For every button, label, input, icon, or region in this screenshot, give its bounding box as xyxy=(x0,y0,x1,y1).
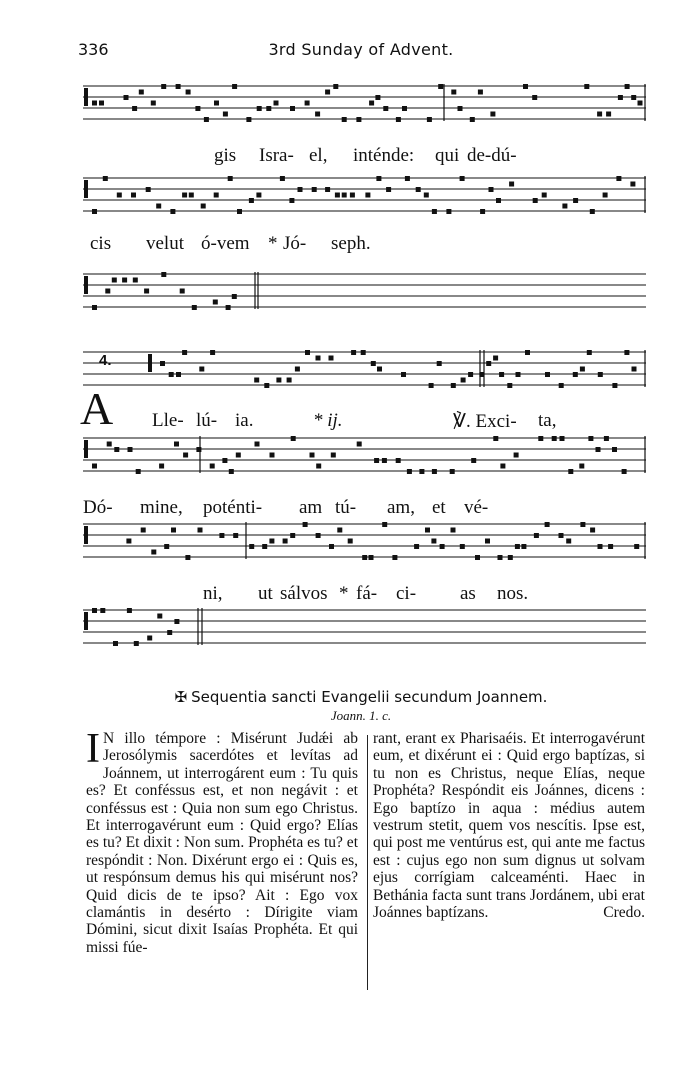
neume xyxy=(470,117,475,122)
neume xyxy=(514,453,519,458)
neume xyxy=(280,176,285,181)
neume xyxy=(333,84,338,89)
neume xyxy=(99,101,104,106)
neume xyxy=(269,539,274,544)
neume xyxy=(374,458,379,463)
neume xyxy=(480,209,485,214)
neume xyxy=(210,464,215,469)
neume xyxy=(490,112,495,117)
neume xyxy=(92,209,97,214)
neume xyxy=(170,209,175,214)
neume xyxy=(350,193,355,198)
neume xyxy=(478,90,483,95)
neume xyxy=(249,544,254,549)
neume xyxy=(287,378,292,383)
syllable: mine, xyxy=(140,497,183,518)
syllable: Jó- xyxy=(283,233,307,254)
syllable: Lle- xyxy=(152,410,184,431)
neume xyxy=(229,469,234,474)
clef-mark xyxy=(84,612,88,630)
neume xyxy=(460,544,465,549)
neume xyxy=(587,350,592,355)
neume xyxy=(356,117,361,122)
syllable: qui xyxy=(435,145,460,166)
neume xyxy=(325,90,330,95)
neume xyxy=(325,187,330,192)
neume xyxy=(351,350,356,355)
syllable: Isra- xyxy=(259,145,294,166)
neume xyxy=(638,101,643,106)
neume xyxy=(176,372,181,377)
neume xyxy=(383,106,388,111)
neume xyxy=(568,469,573,474)
neume xyxy=(289,198,294,203)
neume xyxy=(471,458,476,463)
neume xyxy=(382,458,387,463)
neume xyxy=(579,464,584,469)
neume xyxy=(612,383,617,388)
neume xyxy=(182,350,187,355)
neume xyxy=(590,209,595,214)
neume xyxy=(588,436,593,441)
neume xyxy=(159,464,164,469)
neume xyxy=(136,469,141,474)
neume xyxy=(396,458,401,463)
page-title: 3rd Sunday of Advent. xyxy=(268,40,454,59)
gospel-right-column xyxy=(373,730,645,921)
neume xyxy=(429,383,434,388)
neume xyxy=(266,106,271,111)
neume xyxy=(401,372,406,377)
syllable: am xyxy=(299,497,323,518)
neume xyxy=(566,539,571,544)
neume xyxy=(185,555,190,560)
neume xyxy=(405,176,410,181)
neume xyxy=(348,539,353,544)
syllable: poténti- xyxy=(203,497,263,518)
neume xyxy=(489,187,494,192)
neume xyxy=(246,117,251,122)
neume xyxy=(127,608,132,613)
neume xyxy=(362,555,367,560)
syllable: ó-vem xyxy=(201,233,250,254)
neume xyxy=(290,106,295,111)
neume xyxy=(124,95,129,100)
neume xyxy=(180,289,185,294)
neume xyxy=(122,278,127,283)
neume xyxy=(237,209,242,214)
neume xyxy=(542,193,547,198)
neume xyxy=(105,289,110,294)
neume xyxy=(156,204,161,209)
neume xyxy=(446,209,451,214)
neume xyxy=(126,539,131,544)
neume xyxy=(604,436,609,441)
neume xyxy=(634,544,639,549)
neume xyxy=(262,544,267,549)
neume xyxy=(545,522,550,527)
neume xyxy=(195,106,200,111)
neume xyxy=(630,182,635,187)
neume xyxy=(257,106,262,111)
neume xyxy=(377,367,382,372)
neume xyxy=(407,469,412,474)
neume xyxy=(507,383,512,388)
neume xyxy=(198,528,203,533)
neume xyxy=(100,608,105,613)
neume xyxy=(131,193,136,198)
neume xyxy=(534,533,539,538)
neume xyxy=(183,453,188,458)
neume xyxy=(117,193,122,198)
neume xyxy=(538,436,543,441)
neume xyxy=(226,305,231,310)
neume xyxy=(213,300,218,305)
neume xyxy=(573,372,578,377)
neume xyxy=(382,522,387,527)
neume xyxy=(559,383,564,388)
credo-label: Credo. xyxy=(603,904,645,922)
neume xyxy=(369,101,374,106)
syllable: tú- xyxy=(335,497,357,518)
page-number: 336 xyxy=(78,40,109,59)
syllable: ia. xyxy=(235,410,254,431)
neume xyxy=(432,209,437,214)
neume xyxy=(298,187,303,192)
neume xyxy=(92,608,97,613)
neume xyxy=(525,350,530,355)
neume xyxy=(139,90,144,95)
neume xyxy=(342,117,347,122)
gospel-left-column xyxy=(86,726,358,956)
neume xyxy=(361,350,366,355)
neume xyxy=(144,289,149,294)
syllable: el, xyxy=(309,145,328,166)
neume xyxy=(458,106,463,111)
syllable: sálvos xyxy=(280,583,328,604)
neume xyxy=(552,436,557,441)
neume xyxy=(437,361,442,366)
neume xyxy=(460,176,465,181)
neume xyxy=(608,544,613,549)
neume xyxy=(485,539,490,544)
neume xyxy=(291,436,296,441)
syllable: ni, xyxy=(203,583,223,604)
neume xyxy=(182,193,187,198)
neume xyxy=(134,641,139,646)
neume xyxy=(533,198,538,203)
neume xyxy=(315,112,320,117)
neume xyxy=(468,372,473,377)
neume xyxy=(603,193,608,198)
neume xyxy=(498,555,503,560)
neume xyxy=(451,528,456,533)
neume xyxy=(92,101,97,106)
neume xyxy=(236,453,241,458)
neume xyxy=(369,555,374,560)
clef-mark xyxy=(84,526,88,544)
gospel-text-right: rant, erant ex Pharisaéis. Et interrogavérunt eum, et dixérunt ei : Quid ergo baptízas, si tu non es Christus, neque Elías, neque Prophéta? Respóndit eis Joánnes, dicens : Ego baptízo in aqua : médius autem vestrum stetit, quem vos nescítis. Ipse est, qui post me ventúrus est, qui ante me factus est : cujus ego non sum dignus ut solvam ejus corrígiam calceaménti. Haec in Bethánia facta sunt trans Jordánem, ubi erat Joánnes baptízans. xyxy=(373,730,645,922)
syllable: de-dú- xyxy=(467,145,517,166)
neume xyxy=(440,544,445,549)
neume xyxy=(590,528,595,533)
neume xyxy=(376,176,381,181)
neume xyxy=(157,614,162,619)
neume xyxy=(515,544,520,549)
neume xyxy=(222,458,227,463)
neume xyxy=(631,95,636,100)
neume xyxy=(521,544,526,549)
neume xyxy=(199,367,204,372)
syllable: vé- xyxy=(464,497,489,518)
neume xyxy=(475,555,480,560)
neume xyxy=(210,350,215,355)
neume xyxy=(432,469,437,474)
neume xyxy=(290,533,295,538)
neume xyxy=(427,117,432,122)
neume xyxy=(598,372,603,377)
syllable: ut xyxy=(258,583,273,604)
neume xyxy=(493,436,498,441)
neume xyxy=(249,198,254,203)
neume xyxy=(508,555,513,560)
neume xyxy=(92,464,97,469)
syllable: et xyxy=(432,497,446,518)
neume xyxy=(112,278,117,283)
neume xyxy=(337,528,342,533)
neume xyxy=(219,533,224,538)
neume xyxy=(516,372,521,377)
neume xyxy=(622,469,627,474)
neume xyxy=(310,453,315,458)
neume xyxy=(598,544,603,549)
neume xyxy=(295,367,300,372)
neume xyxy=(196,447,201,452)
neume xyxy=(625,84,630,89)
neume xyxy=(335,193,340,198)
neume xyxy=(486,361,491,366)
syllable: ℣. Exci- xyxy=(453,411,517,432)
neume xyxy=(375,95,380,100)
neume xyxy=(176,84,181,89)
neume xyxy=(113,641,118,646)
neume xyxy=(419,469,424,474)
alleluia-number: 4. xyxy=(99,352,112,369)
neume xyxy=(305,350,310,355)
alleluia-initial: A xyxy=(80,383,114,434)
neume xyxy=(580,522,585,527)
neume xyxy=(141,528,146,533)
neume xyxy=(223,112,228,117)
syllable: cis xyxy=(90,233,112,254)
neume xyxy=(151,550,156,555)
neume xyxy=(132,106,137,111)
neume xyxy=(597,112,602,117)
neume xyxy=(233,533,238,538)
neume xyxy=(606,112,611,117)
neume xyxy=(316,533,321,538)
neume xyxy=(461,378,466,383)
neume xyxy=(342,193,347,198)
neume xyxy=(624,350,629,355)
neume xyxy=(451,383,456,388)
neume xyxy=(283,539,288,544)
neume xyxy=(562,204,567,209)
neume xyxy=(103,176,108,181)
neume xyxy=(425,528,430,533)
syllable: gis xyxy=(214,145,237,166)
neume xyxy=(559,533,564,538)
neume xyxy=(365,193,370,198)
neume xyxy=(402,106,407,111)
neume xyxy=(450,469,455,474)
neume xyxy=(618,95,623,100)
neume xyxy=(232,294,237,299)
neume xyxy=(151,101,156,106)
neume xyxy=(632,367,637,372)
neume xyxy=(416,187,421,192)
neume xyxy=(270,453,275,458)
neume xyxy=(264,383,269,388)
neume xyxy=(386,187,391,192)
neume xyxy=(92,305,97,310)
neume xyxy=(573,198,578,203)
neume xyxy=(214,193,219,198)
neume xyxy=(214,101,219,106)
neume xyxy=(371,361,376,366)
neume xyxy=(232,84,237,89)
neume xyxy=(496,198,501,203)
neume xyxy=(201,204,206,209)
syllable: as xyxy=(460,583,476,604)
neume xyxy=(509,182,514,187)
neume xyxy=(228,176,233,181)
syllable: * xyxy=(268,233,278,254)
syllable: * xyxy=(339,583,349,604)
cross-icon: ✠ xyxy=(174,688,188,706)
neume xyxy=(274,101,279,106)
syllable: nos. xyxy=(497,583,529,604)
neume xyxy=(133,278,138,283)
neume xyxy=(147,636,152,641)
clef-mark xyxy=(84,276,88,294)
syllable: * ij. xyxy=(313,410,343,431)
neume xyxy=(396,117,401,122)
neume xyxy=(438,84,443,89)
neume xyxy=(255,442,260,447)
neume xyxy=(329,356,334,361)
neume xyxy=(500,464,505,469)
neume xyxy=(493,356,498,361)
neume xyxy=(305,101,310,106)
syllable: fá- xyxy=(356,583,378,604)
neume xyxy=(303,522,308,527)
neume xyxy=(128,447,133,452)
neume xyxy=(316,464,321,469)
column-divider xyxy=(367,735,368,990)
neume xyxy=(523,84,528,89)
syllable: inténde: xyxy=(353,145,415,166)
neume xyxy=(312,187,317,192)
neume xyxy=(276,378,281,383)
neume xyxy=(499,372,504,377)
neume xyxy=(169,372,174,377)
drop-cap: I xyxy=(86,726,100,772)
neume xyxy=(584,84,589,89)
clef-mark xyxy=(84,180,88,198)
neume xyxy=(331,453,336,458)
neume xyxy=(596,447,601,452)
neume xyxy=(616,176,621,181)
neume xyxy=(424,193,429,198)
neume xyxy=(171,528,176,533)
syllable: velut xyxy=(146,233,184,254)
neume xyxy=(612,447,617,452)
neume xyxy=(316,356,321,361)
neume xyxy=(414,544,419,549)
neume xyxy=(431,539,436,544)
clef-mark xyxy=(84,440,88,458)
neume xyxy=(167,630,172,635)
clef-mark xyxy=(84,88,88,106)
neume xyxy=(189,193,194,198)
neume xyxy=(532,95,537,100)
gospel-text-left: N illo témpore : Misérunt Judǽi ab Jerosólymis sacerdótes et levítas ad Joánnem, ut interrogárent eum : Tu quis es? Et conféssus est, et non negávit : et conféssus est : Quia non sum ego Christus. Et interrogavérunt eum : Quid ergo? Elías es tu? Et dixit : Non sum. Prophéta es tu? et respóndit : Non. Dixérunt ergo ei : Quis es, ut respónsum demus his qui misérunt nos? Quid dicis de te ipso? Ait : Ego vox clamántis in desérto : Dírigite viam Dómini, sicut dixit Isaías Prophéta. Et qui missi fúe- xyxy=(86,730,358,956)
neume xyxy=(451,90,456,95)
neume xyxy=(174,619,179,624)
neume xyxy=(174,442,179,447)
neume xyxy=(254,378,259,383)
neume xyxy=(192,305,197,310)
syllable: ci- xyxy=(396,583,417,604)
syllable: am, xyxy=(387,497,415,518)
syllable: Dó- xyxy=(83,497,113,518)
neume xyxy=(392,555,397,560)
neume xyxy=(256,193,261,198)
neume xyxy=(580,367,585,372)
syllable: seph. xyxy=(331,233,371,254)
neume xyxy=(329,544,334,549)
neume xyxy=(146,187,151,192)
gospel-heading-text: Sequentia sancti Evangelii secundum Joannem. xyxy=(191,688,548,706)
neume xyxy=(107,442,112,447)
clef-mark xyxy=(148,354,152,372)
gospel-heading xyxy=(78,688,644,706)
neume xyxy=(161,272,166,277)
syllable: ta, xyxy=(538,410,557,431)
neume xyxy=(161,84,166,89)
syllable: lú- xyxy=(196,410,218,431)
neume xyxy=(164,544,169,549)
neume xyxy=(545,372,550,377)
neume xyxy=(560,436,565,441)
gospel-reference: Joann. 1. c. xyxy=(330,708,392,723)
neume xyxy=(186,90,191,95)
neume xyxy=(204,117,209,122)
neume xyxy=(357,442,362,447)
neume xyxy=(114,447,119,452)
neume xyxy=(160,361,165,366)
